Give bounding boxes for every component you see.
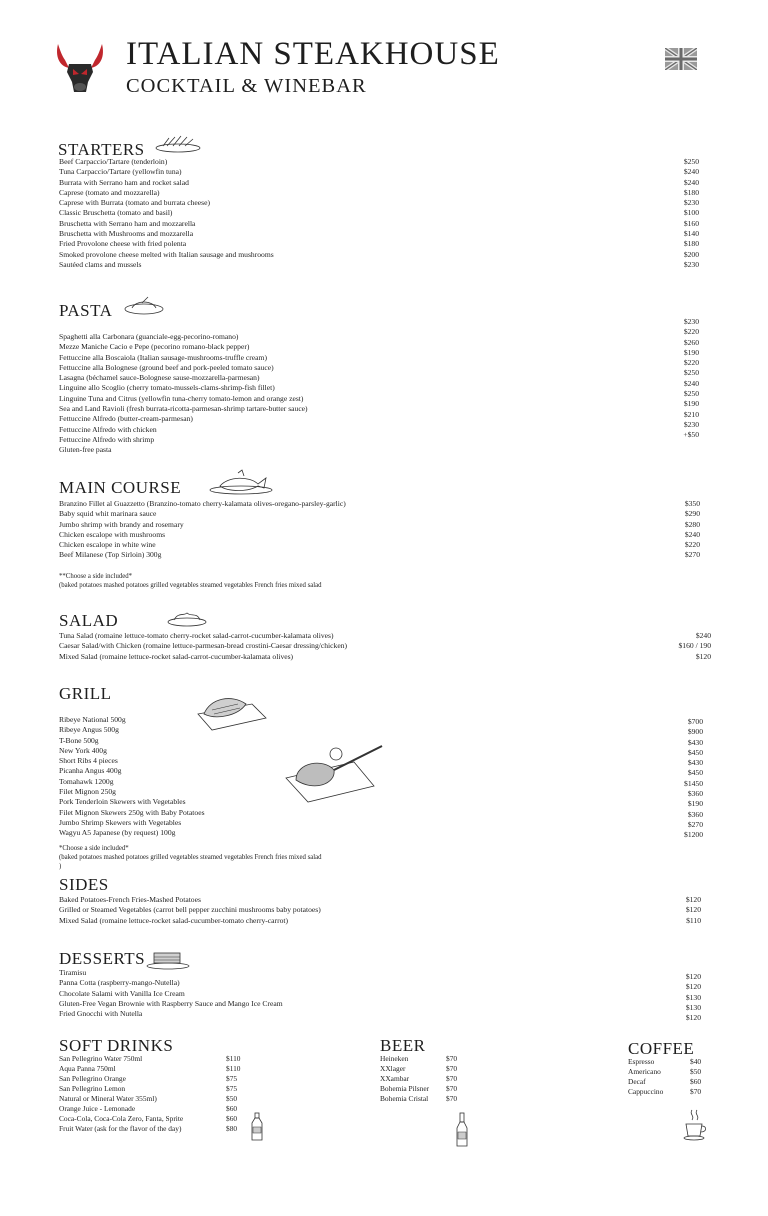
- menu-price: $200: [683, 249, 699, 259]
- side-note-options: (baked potatoes mashed potatoes grilled vegetables steamed vegetables French fries mixed salad: [59, 582, 322, 589]
- menu-item: Smoked provolone cheese melted with Italian sausage and mushrooms: [59, 249, 274, 259]
- list-item: [59, 1074, 249, 1084]
- drink-name: Cappuccino: [628, 1087, 664, 1096]
- menu-price: $230: [683, 419, 699, 429]
- menu-item: Filet Mignon Skewers 250g with Baby Potatoes: [59, 807, 205, 817]
- drink-name: XXlager: [380, 1064, 406, 1073]
- menu-price: $290: [684, 509, 700, 519]
- side-note-title: *Choose a side included*: [59, 845, 129, 852]
- menu-item: Fried Gnocchi with Nutella: [59, 1009, 143, 1019]
- drink-name: XXambar: [380, 1074, 410, 1083]
- list-item: [59, 1064, 249, 1074]
- drink-price: $70: [446, 1084, 458, 1093]
- menu-price: $130: [685, 1002, 701, 1012]
- menu-price: $160 / 190: [678, 641, 711, 651]
- section-title-beer: BEER: [380, 1036, 426, 1055]
- menu-item: Sautéed clams and mussels: [59, 259, 142, 269]
- coffee-list: [628, 1057, 708, 1097]
- drink-price: $110: [226, 1064, 241, 1073]
- drink-name: Fruit Water (ask for the flavor of the day): [59, 1124, 182, 1133]
- section-title-salad: SALAD: [59, 611, 119, 630]
- menu-price: $160: [683, 218, 699, 228]
- list-item: [59, 1094, 249, 1104]
- menu-price: $220: [683, 327, 699, 337]
- drink-name: Aqua Panna 750ml: [59, 1064, 116, 1073]
- fish-plate-icon: [208, 468, 274, 496]
- menu-item: Jumbo Shrimp Skewers with Vegetables: [59, 817, 182, 827]
- menu-price: $210: [683, 409, 699, 419]
- list-item: [380, 1054, 480, 1064]
- menu-item: Caprese (tomato and mozzarella): [59, 187, 160, 197]
- restaurant-title: ITALIAN STEAKHOUSE: [126, 36, 500, 72]
- drink-name: Decaf: [628, 1077, 646, 1086]
- drink-name: San Pellegrino Lemon: [59, 1084, 126, 1093]
- menu-price: $120: [685, 895, 701, 904]
- section-title-starters: STARTERS: [58, 140, 145, 159]
- drink-price: $70: [446, 1054, 458, 1063]
- list-item: [59, 1114, 249, 1124]
- list-item: [628, 1067, 708, 1077]
- menu-price: $360: [687, 789, 703, 799]
- menu-item: Chocolate Salami with Vanilla Ice Cream: [59, 988, 185, 998]
- drink-name: Espresso: [628, 1057, 655, 1066]
- menu-price: $240: [683, 378, 699, 388]
- starters-list: [59, 157, 274, 270]
- drink-price: $70: [690, 1087, 702, 1096]
- menu-price: $450: [687, 747, 703, 757]
- desserts-list: [59, 968, 283, 1019]
- menu-price: $700: [687, 717, 703, 726]
- salad-plate-icon: [166, 610, 208, 628]
- menu-price: $240: [683, 167, 699, 177]
- menu-item: Linguine allo Scoglio (cherry tomato-mussels-clams-shrimp-fish fillet): [59, 383, 275, 393]
- drink-price: $70: [446, 1074, 458, 1083]
- drink-price: $70: [446, 1094, 458, 1103]
- side-note-close: ): [59, 863, 62, 870]
- uk-flag-icon[interactable]: [665, 48, 697, 70]
- menu-item: Beef Carpaccio/Tartare (tenderloin): [59, 157, 168, 166]
- menu-item: Fried Provolone cheese with fried polenta: [59, 239, 187, 249]
- tiramisu-icon: [145, 948, 191, 970]
- menu-item: Gluten-free pasta: [59, 445, 112, 455]
- menu-price: $240: [695, 631, 711, 640]
- coffee-cup-icon: [683, 1108, 707, 1144]
- menu-price: $1450: [684, 778, 703, 788]
- grill-board-icon: [194, 690, 270, 734]
- list-item: [628, 1087, 708, 1097]
- menu-price: $190: [683, 399, 699, 409]
- menu-item: Ribeye Angus 500g: [59, 725, 119, 735]
- drink-price: $40: [690, 1057, 702, 1066]
- pasta-prices: [640, 317, 699, 441]
- pasta-plate-icon: [122, 296, 166, 316]
- bull-head-logo-icon: [55, 42, 105, 96]
- fries-plate-icon: [153, 134, 203, 154]
- drink-price: $60: [226, 1104, 238, 1113]
- menu-price: $430: [687, 737, 703, 747]
- menu-item: Caesar Salad/with Chicken (romaine lettuce-parmesan-bread crostini-Caesar dressing/chicken): [59, 641, 348, 651]
- drink-name: Bohemia Pilsner: [380, 1084, 430, 1093]
- menu-price: $190: [687, 799, 703, 809]
- drink-price: $60: [690, 1077, 702, 1086]
- menu-item: Bruschetta with Serrano ham and mozzarella: [59, 218, 196, 228]
- menu-price: $120: [685, 1013, 701, 1023]
- salad-list: [59, 631, 347, 662]
- drink-name: San Pellegrino Orange: [59, 1074, 126, 1083]
- menu-price: $110: [686, 915, 701, 925]
- menu-price: $120: [695, 651, 711, 661]
- menu-item: Linguine Tuna and Citrus (yellowfin tuna-cherry tomato-lemon and orange zest): [59, 393, 304, 403]
- menu-item: Lasagna (béchamel sauce-Bolognese sause-mozzarella-parmesan): [59, 373, 260, 383]
- list-item: [59, 1124, 249, 1134]
- drink-name: Americano: [628, 1067, 661, 1076]
- pasta-list: [59, 332, 308, 456]
- drink-price: $70: [446, 1064, 458, 1073]
- menu-price: $120: [685, 982, 701, 992]
- section-title-soft-drinks: SOFT DRINKS: [59, 1036, 174, 1055]
- menu-item: Caprese with Burrata (tomato and burrata cheese): [59, 198, 210, 208]
- menu-price: $900: [687, 727, 703, 737]
- menu-item: Tuna Carpaccio/Tartare (yellowfin tuna): [59, 167, 182, 177]
- drink-name: Bohemia Cristal: [380, 1094, 429, 1103]
- menu-price: $120: [685, 905, 701, 915]
- beer-bottle-icon: [455, 1112, 469, 1148]
- grill-list: [59, 715, 205, 839]
- menu-item: Bruschetta with Mushrooms and mozzarella: [59, 229, 194, 239]
- menu-price: $270: [684, 550, 700, 560]
- menu-item: Mezze Maniche Cacio e Pepe (pecorino romano-black pepper): [59, 342, 250, 352]
- menu-item: Burrata with Serrano ham and rocket salad: [59, 177, 189, 187]
- menu-price: $230: [683, 259, 699, 269]
- soft-drinks-list: [59, 1054, 249, 1134]
- side-note-options: (baked potatoes mashed potatoes grilled vegetables steamed vegetables French fries mixed salad: [59, 854, 322, 861]
- menu-price: $1200: [684, 830, 703, 840]
- menu-price: $220: [684, 540, 700, 550]
- menu-price: $240: [683, 177, 699, 187]
- menu-item: Panna Cotta (raspberry-mango-Nutella): [59, 978, 180, 988]
- drink-price: $110: [226, 1054, 241, 1063]
- main-course-list: [59, 499, 346, 561]
- menu-item: Classic Bruschetta (tomato and basil): [59, 208, 173, 218]
- menu-price: $130: [685, 992, 701, 1002]
- drink-price: $50: [690, 1067, 702, 1076]
- menu-item: Baby squid whit marinara sauce: [59, 509, 157, 519]
- menu-item: Fettuccine alla Bolognese (ground beef and pork-peeled tomato sauce): [59, 362, 274, 372]
- desserts-prices: [640, 972, 701, 1023]
- section-title-pasta: PASTA: [59, 301, 113, 320]
- menu-price: $100: [683, 208, 699, 218]
- beer-list: [380, 1054, 480, 1104]
- list-item: [380, 1074, 480, 1084]
- section-title-grill: GRILL: [59, 684, 112, 703]
- menu-item: Fettuccine Alfredo with shrimp: [59, 434, 155, 444]
- menu-price: $250: [683, 389, 699, 399]
- menu-item: Spaghetti alla Carbonara (guanciale-egg-pecorino-romano): [59, 332, 239, 341]
- drink-price: $60: [226, 1114, 238, 1123]
- menu-item: Branzino Fillet al Guazzetto (Branzino-tomato cherry-kalamata olives-oregano-parsley-garlic): [59, 499, 346, 508]
- menu-price: $140: [683, 229, 699, 239]
- sides-prices: [640, 895, 701, 926]
- menu-price: $260: [683, 337, 699, 347]
- drink-name: Heineken: [380, 1054, 409, 1063]
- menu-price: $350: [684, 499, 700, 508]
- starters-prices: [640, 157, 699, 270]
- menu-price: $220: [683, 358, 699, 368]
- menu-price: +$50: [683, 430, 699, 440]
- menu-item: Mixed Salad (romaine lettuce-rocket salad-cucumber-tomato cherry-carrot): [59, 915, 289, 925]
- list-item: [59, 1084, 249, 1094]
- menu-price: $270: [687, 819, 703, 829]
- grill-prices: [640, 717, 703, 841]
- menu-price: $190: [683, 347, 699, 357]
- menu-item: Fettuccine alla Boscaiola (Italian sausage-mushrooms-truffle cream): [59, 352, 267, 362]
- menu-price: $120: [685, 972, 701, 981]
- menu-item: Filet Mignon 250g: [59, 787, 116, 797]
- section-title-sides: SIDES: [59, 875, 109, 894]
- list-item: [59, 1104, 249, 1114]
- sides-list: [59, 895, 321, 926]
- drink-price: $75: [226, 1074, 238, 1083]
- menu-price: $180: [683, 239, 699, 249]
- menu-price: $230: [683, 198, 699, 208]
- menu-item: Chicken escalope with mushrooms: [59, 529, 166, 539]
- menu-item: Short Ribs 4 pieces: [59, 756, 118, 766]
- menu-item: Wagyu A5 Japanese (by request) 100g: [59, 828, 176, 838]
- menu-price: $240: [684, 529, 700, 539]
- list-item: [380, 1084, 480, 1094]
- tomahawk-steak-icon: [284, 740, 388, 806]
- drink-name: Coca-Cola, Coca-Cola Zero, Fanta, Sprite: [59, 1114, 184, 1123]
- drink-price: $75: [226, 1084, 238, 1093]
- menu-price: $360: [687, 809, 703, 819]
- salad-prices: [640, 631, 711, 662]
- section-title-main-course: MAIN COURSE: [59, 478, 182, 497]
- menu-item: Ribeye National 500g: [59, 715, 126, 724]
- menu-item: Chicken escalope in white wine: [59, 540, 156, 550]
- menu-item: Picanha Angus 400g: [59, 766, 122, 776]
- menu-item: T-Bone 500g: [59, 735, 99, 745]
- main-course-prices: [640, 499, 700, 561]
- menu-price: $230: [683, 317, 699, 326]
- drink-name: Natural or Mineral Water 355ml): [59, 1094, 157, 1103]
- juice-bottle-icon: [250, 1112, 264, 1142]
- menu-price: $430: [687, 758, 703, 768]
- menu-item: Tomahawk 1200g: [59, 776, 114, 786]
- drink-price: $50: [226, 1094, 238, 1103]
- drink-price: $80: [226, 1124, 238, 1133]
- list-item: [380, 1064, 480, 1074]
- menu-item: Jumbo shrimp with brandy and rosemary: [59, 519, 184, 529]
- menu-item: Fettuccine Alfredo with chicken: [59, 424, 157, 434]
- menu-price: $280: [684, 519, 700, 529]
- menu-item: Grilled or Steamed Vegetables (carrot bell pepper zucchini mushrooms baby potatoes): [59, 905, 321, 915]
- drink-name: San Pellegrino Water 750ml: [59, 1054, 143, 1063]
- menu-item: Baked Potatoes-French Fries-Mashed Potatoes: [59, 895, 201, 904]
- section-title-coffee: COFFEE: [628, 1039, 695, 1058]
- menu-item: Sea and Land Ravioli (fresh burrata-ricotta-parmesan-shrimp tartare-butter sauce): [59, 404, 308, 414]
- list-item: [59, 1054, 249, 1064]
- restaurant-subtitle: COCKTAIL & WINEBAR: [126, 75, 367, 97]
- menu-item: Tuna Salad (romaine lettuce-tomato cherry-rocket salad-carrot-cucumber-kalamata olives): [59, 631, 334, 640]
- menu-item: Pork Tenderloin Skewers with Vegetables: [59, 797, 186, 807]
- drink-name: Orange Juice - Lemonade: [59, 1104, 136, 1113]
- section-title-desserts: DESSERTS: [59, 949, 146, 968]
- menu-price: $450: [687, 768, 703, 778]
- side-note-title: **Choose a side included*: [59, 573, 133, 580]
- menu-item: Gluten-Free Vegan Brownie with Raspberry Sauce and Mango Ice Cream: [59, 998, 283, 1008]
- list-item: [628, 1057, 708, 1067]
- menu-price: $250: [683, 157, 699, 166]
- menu-item: Mixed Salad (romaine lettuce-rocket salad-carrot-cucumber-kalamata olives): [59, 651, 294, 661]
- menu-item: Fettuccine Alfredo (butter-cream-parmesan): [59, 414, 193, 424]
- menu-item: New York 400g: [59, 745, 107, 755]
- menu-price: $250: [683, 368, 699, 378]
- menu-price: $180: [683, 187, 699, 197]
- menu-item: Beef Milanese (Top Sirloin) 300g: [59, 550, 162, 560]
- list-item: [380, 1094, 480, 1104]
- list-item: [628, 1077, 708, 1087]
- menu-item: Tiramisu: [59, 968, 87, 977]
